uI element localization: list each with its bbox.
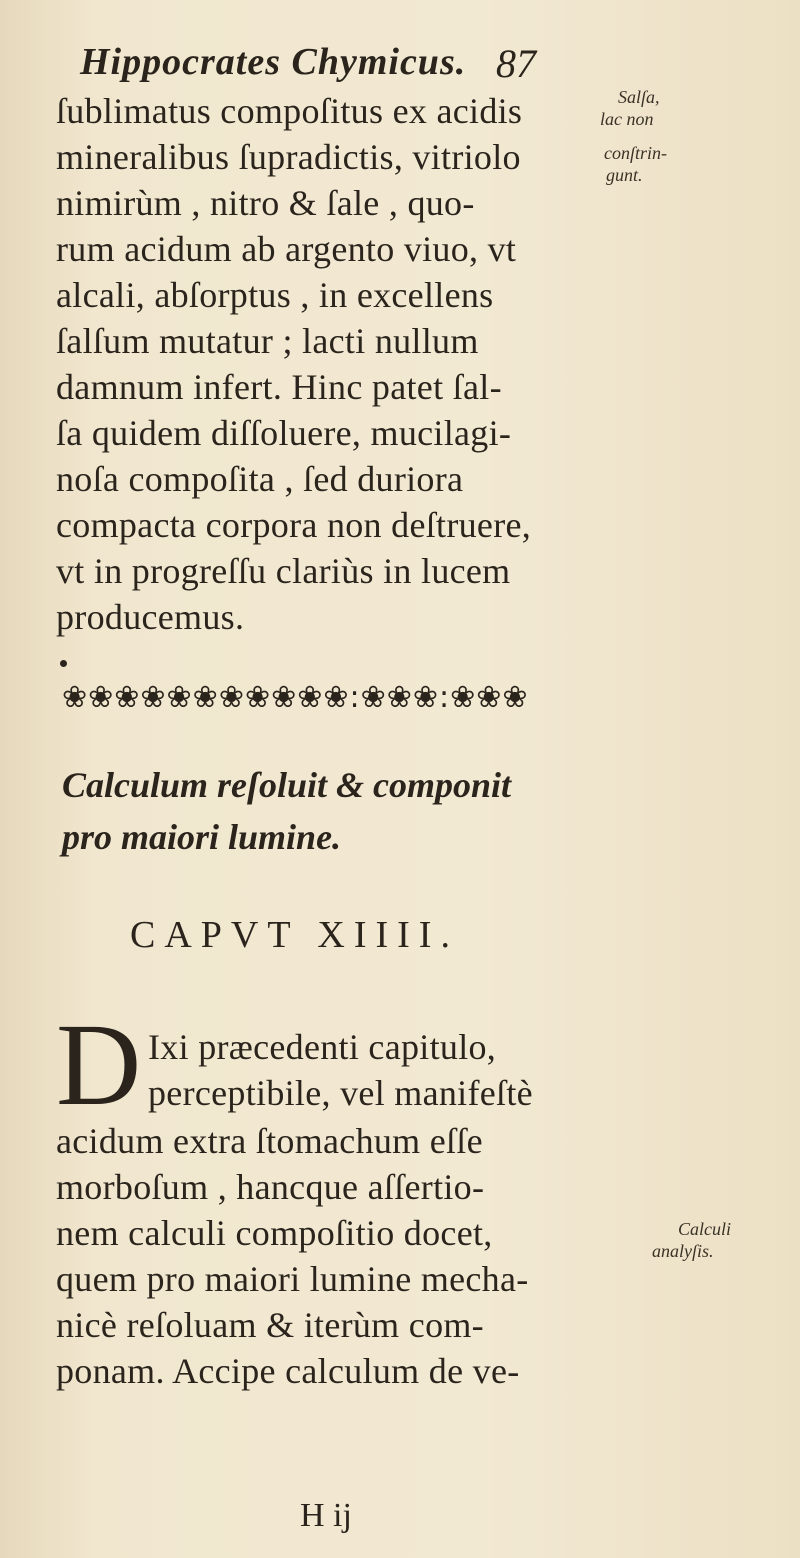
text-line: nem calculi compoſitio docet, — [56, 1213, 493, 1253]
text-line: ſalſum mutatur ; lacti nullum — [56, 321, 479, 361]
margin-note-line: Salſa, — [618, 87, 660, 107]
text-line: vt in progreſſu clariùs in lucem — [56, 551, 511, 591]
margin-note-line: Calculi — [678, 1219, 731, 1239]
text-line: ponam. Accipe calculum de ve- — [56, 1351, 520, 1391]
signature-mark: H ij — [300, 1497, 352, 1534]
drop-cap: D — [56, 999, 142, 1130]
margin-note-line: analyſis. — [652, 1241, 714, 1261]
text-line: morboſum , hancque aſſertio- — [56, 1167, 485, 1207]
text-line: rum acidum ab argento viuo, vt — [56, 229, 517, 269]
text-line: noſa compoſita , ſed duriora — [56, 459, 464, 499]
text-line: alcali, abſorptus , in excellens — [56, 275, 494, 315]
section-summary-line: pro maiori lumine. — [62, 817, 342, 857]
ornamental-divider: ❀❀❀❀❀❀❀❀❀❀❀:❀❀❀:❀❀❀ — [62, 680, 529, 715]
text-line: producemus. — [56, 597, 245, 637]
margin-note-line: gunt. — [606, 165, 643, 185]
margin-note-line: conſtrin- — [604, 143, 667, 163]
text-line: nimirùm , nitro & ſale , quo- — [56, 183, 475, 223]
text-line: perceptibile, vel manifeſtè — [148, 1073, 533, 1113]
text-line: acidum extra ſtomachum eſſe — [56, 1121, 483, 1161]
text-line: compacta corpora non deſtruere, — [56, 505, 532, 545]
page-number: 87 — [496, 41, 536, 86]
text-line: damnum infert. Hinc patet ſal- — [56, 367, 502, 407]
text-line: mineralibus ſupradictis, vitriolo — [56, 137, 521, 177]
section-summary-line: Calculum reſoluit & componit — [62, 765, 512, 805]
running-title: Hippocrates Chymicus. — [80, 41, 467, 83]
text-line: quem pro maiori lumine mecha- — [56, 1259, 529, 1299]
chapter-heading: CAPVT XIIII. — [130, 914, 459, 956]
text-line: ſa quidem diſſoluere, mucilagi- — [56, 413, 512, 453]
text-line: Ixi præcedenti capitulo, — [148, 1027, 497, 1067]
text-line: ſublimatus compoſitus ex acidis — [56, 91, 523, 131]
ink-spot — [60, 660, 67, 667]
text-line: nicè reſoluam & iterùm com- — [56, 1305, 484, 1345]
margin-note-line: lac non — [600, 109, 654, 129]
